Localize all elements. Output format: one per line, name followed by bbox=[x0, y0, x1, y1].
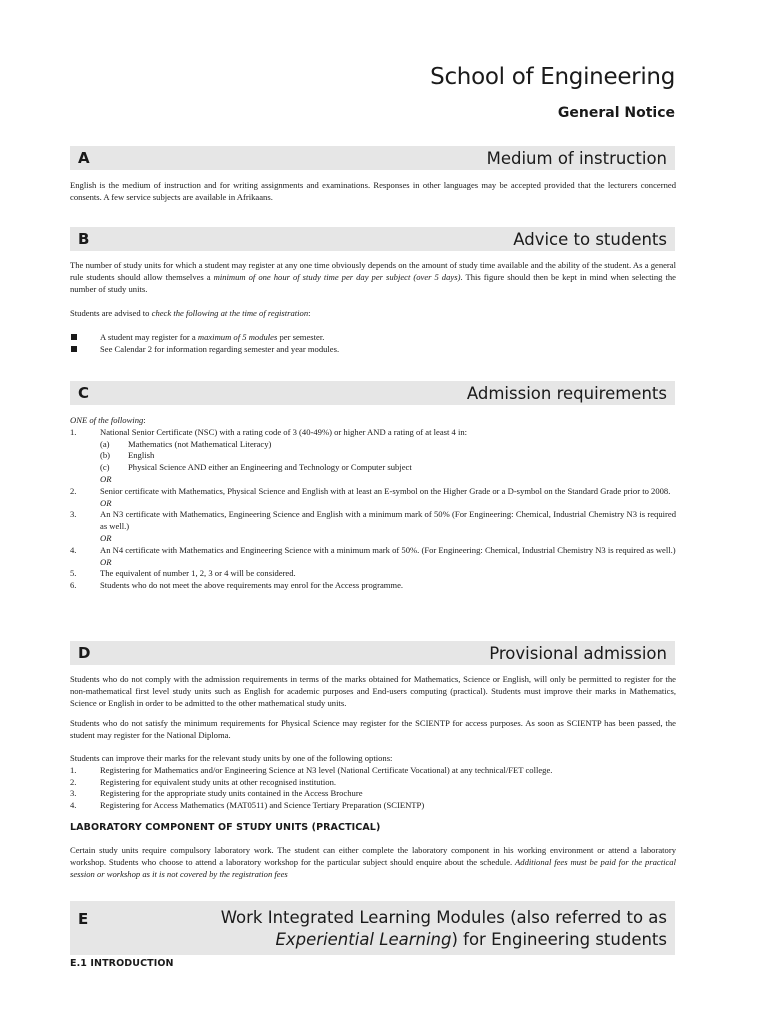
section-c-letter: C bbox=[78, 384, 90, 402]
bullet-square-icon bbox=[71, 346, 77, 352]
section-b-bullets bbox=[70, 332, 676, 356]
section-b-paragraph-2: Students are advised to check the following at the time of registration: bbox=[70, 308, 311, 318]
section-a-letter: A bbox=[78, 149, 90, 167]
section-b-letter: B bbox=[78, 230, 90, 248]
section-e1-heading: E.1 INTRODUCTION bbox=[70, 958, 174, 969]
sub-list-item: (c) Physical Science AND either an Engineering and Technology or Computer subject bbox=[100, 462, 412, 473]
section-d-paragraph-2: Students who do not satisfy the minimum requirements for Physical Science may register for the SCIENTP for access purposes. As soon as SCIENTP has been passed, the student may register for the National Diploma. bbox=[70, 718, 676, 740]
section-c-header bbox=[70, 381, 675, 405]
section-b-title: Advice to students bbox=[513, 229, 667, 249]
list-item: A student may register for a maximum of 5 modules per semester. bbox=[70, 332, 676, 344]
list-item: 5. The equivalent of number 1, 2, 3 or 4 will be considered. bbox=[70, 568, 296, 579]
bullet-square-icon bbox=[71, 334, 77, 340]
section-a-title: Medium of instruction bbox=[486, 148, 667, 168]
section-d-header bbox=[70, 641, 675, 665]
list-item: 4. Registering for Access Mathematics (MAT0511) and Science Tertiary Preparation (SCIENTP) bbox=[70, 800, 425, 811]
or-label: OR bbox=[100, 532, 112, 543]
section-b-header bbox=[70, 227, 675, 251]
section-c-intro: ONE of the following: bbox=[70, 415, 146, 425]
section-e-letter: E bbox=[78, 910, 89, 928]
section-a-header bbox=[70, 146, 675, 170]
or-label: OR bbox=[100, 497, 112, 508]
section-d-title: Provisional admission bbox=[489, 643, 667, 663]
section-c-title: Admission requirements bbox=[466, 383, 667, 403]
list-item: 1. Registering for Mathematics and/or Engineering Science at N3 level (National Certificate Vocational) at any technical/FET college. bbox=[70, 764, 553, 775]
or-label: OR bbox=[100, 556, 112, 567]
section-d-paragraph-1: Students who do not comply with the admission requirements in terms of the marks obtained for Mathematics, Science or English, will only be permitted to register for the non-mathematical first level study units such as English for academic purposes and End-users computing (practical). Students must improve their marks in Mathematics, Science or English in order to be admitted to the other mathematical study units. bbox=[70, 674, 676, 708]
list-item: 2. Registering for equivalent study units at other recognised institution. bbox=[70, 776, 337, 787]
list-item: 2. Senior certificate with Mathematics, Physical Science and English with at least an E-symbol on the Higher Grade or a D-symbol on the Standard Grade prior to 2008. bbox=[70, 485, 671, 496]
page-title: School of Engineering bbox=[430, 64, 675, 90]
page-subtitle: General Notice bbox=[557, 105, 675, 121]
list-item: 3. An N3 certificate with Mathematics, Engineering Science and English with a minimum mark of 50% (For Engineering: Chemical, Industrial Chemistry N3 is required as well.) bbox=[70, 509, 676, 532]
section-a-paragraph: English is the medium of instruction and for writing assignments and examinations. Responses in other languages may be accepted provided that the lecturers concerned consents. A few service subjects are available in Afrikaans. bbox=[70, 180, 676, 202]
section-d-options-intro: Students can improve their marks for the relevant study units by one of the following options: bbox=[70, 753, 393, 763]
section-e-header bbox=[70, 901, 675, 955]
lab-component-heading: LABORATORY COMPONENT OF STUDY UNITS (PRACTICAL) bbox=[70, 822, 381, 833]
section-d-letter: D bbox=[78, 644, 91, 662]
list-item: 6. Students who do not meet the above requirements may enrol for the Access programme. bbox=[70, 580, 404, 591]
sub-list-item: (b) English bbox=[100, 450, 155, 461]
list-item: 1. National Senior Certificate (NSC) with a rating code of 3 (40-49%) or higher AND a rating of at least 4 in: bbox=[70, 426, 468, 437]
sub-list-item: (a) Mathematics (not Mathematical Literacy) bbox=[100, 438, 272, 449]
section-c-list bbox=[70, 415, 676, 592]
list-item: 4. An N4 certificate with Mathematics and Engineering Science with a minimum mark of 50%. (For Engineering: Chemical, Industrial Chemistry N3 is required as well.) bbox=[70, 544, 676, 555]
section-b-paragraph-1: The number of study units for which a student may register at any one time obviously depends on the amount of study time available and the ability of the student. As a general rule students should allow themselves a minimum of one hour of study time per day per subject (over 5 days). This figure should then be kept in mind when selecting the number of study units. bbox=[70, 260, 676, 294]
section-e-title: Work Integrated Learning Modules (also referred to as Experiential Learning) for Engineering students bbox=[220, 908, 667, 949]
or-label: OR bbox=[100, 473, 112, 484]
list-item: See Calendar 2 for information regarding semester and year modules. bbox=[70, 344, 676, 356]
lab-component-paragraph: Certain study units require compulsory laboratory work. The student can either complete the laboratory component in his working environment or attend a laboratory workshop. Students who choose to attend a laboratory workshop for the particular subject should enquire about the schedule. Additional fees must be paid for the practical session or workshop as it is not covered by the registration fees bbox=[70, 845, 676, 879]
section-d-options bbox=[70, 753, 676, 812]
list-item: 3. Registering for the appropriate study units contained in the Access Brochure bbox=[70, 788, 363, 799]
